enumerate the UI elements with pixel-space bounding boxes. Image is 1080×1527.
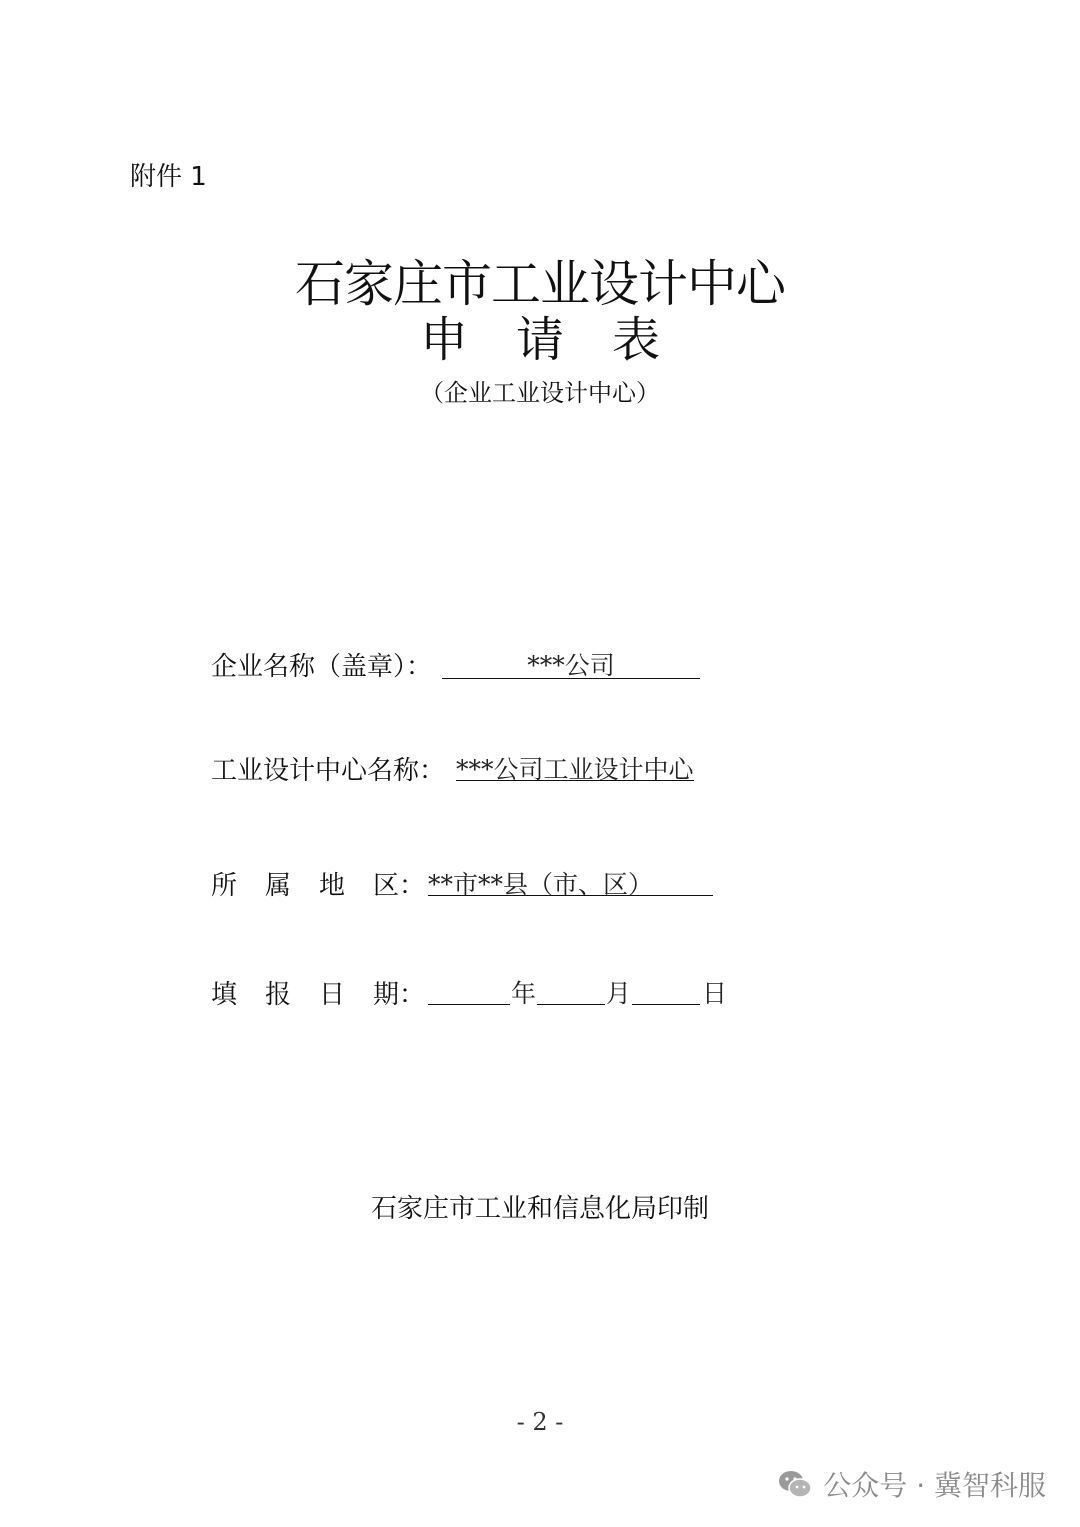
watermark-text: 公众号 · 冀智科服 — [823, 1469, 1046, 1502]
wechat-icon — [777, 1469, 813, 1499]
company-row — [211, 646, 432, 683]
title-char: 表 — [612, 312, 661, 368]
company-label: 企业名称（盖章）： — [211, 652, 433, 682]
year-unit: 年 — [511, 979, 537, 1008]
label-char: 地 — [319, 871, 346, 901]
month-blank — [537, 974, 605, 1005]
issuing-organization: 石家庄市工业和信息化局印制 — [370, 1194, 709, 1224]
label-char: 属 — [265, 871, 292, 901]
center-value: ***公司工业设计中心 — [456, 755, 694, 784]
label-char: 报 — [265, 980, 292, 1010]
page-number: - 2 - — [516, 1408, 564, 1436]
center-type-note: （企业工业设计中心） — [420, 379, 660, 407]
label-char: 区： — [373, 871, 426, 901]
label-char: 填 — [211, 980, 238, 1010]
label-char: 所 — [211, 871, 238, 901]
region-field — [428, 865, 713, 899]
center-field — [456, 750, 694, 784]
month-unit: 月 — [606, 979, 632, 1008]
company-field — [442, 646, 700, 679]
label-char: 日 — [319, 980, 346, 1010]
region-label — [211, 865, 425, 902]
title-char: 申 — [419, 312, 468, 368]
document-subtitle-form — [0, 301, 1080, 370]
watermark — [777, 1464, 1046, 1504]
attachment-label: 附件 1 — [130, 162, 207, 192]
title-char: 请 — [515, 312, 564, 368]
date-label — [211, 974, 425, 1011]
center-row — [211, 750, 445, 787]
label-char: 期： — [373, 980, 426, 1010]
year-blank — [428, 974, 510, 1005]
region-value: **市**县（市、区） — [428, 870, 654, 899]
company-value: ***公司 — [527, 651, 615, 680]
document-title: 石家庄市工业设计中心 — [295, 255, 785, 313]
day-blank — [632, 974, 700, 1005]
day-unit: 日 — [702, 979, 728, 1008]
center-label: 工业设计中心名称： — [211, 756, 446, 786]
